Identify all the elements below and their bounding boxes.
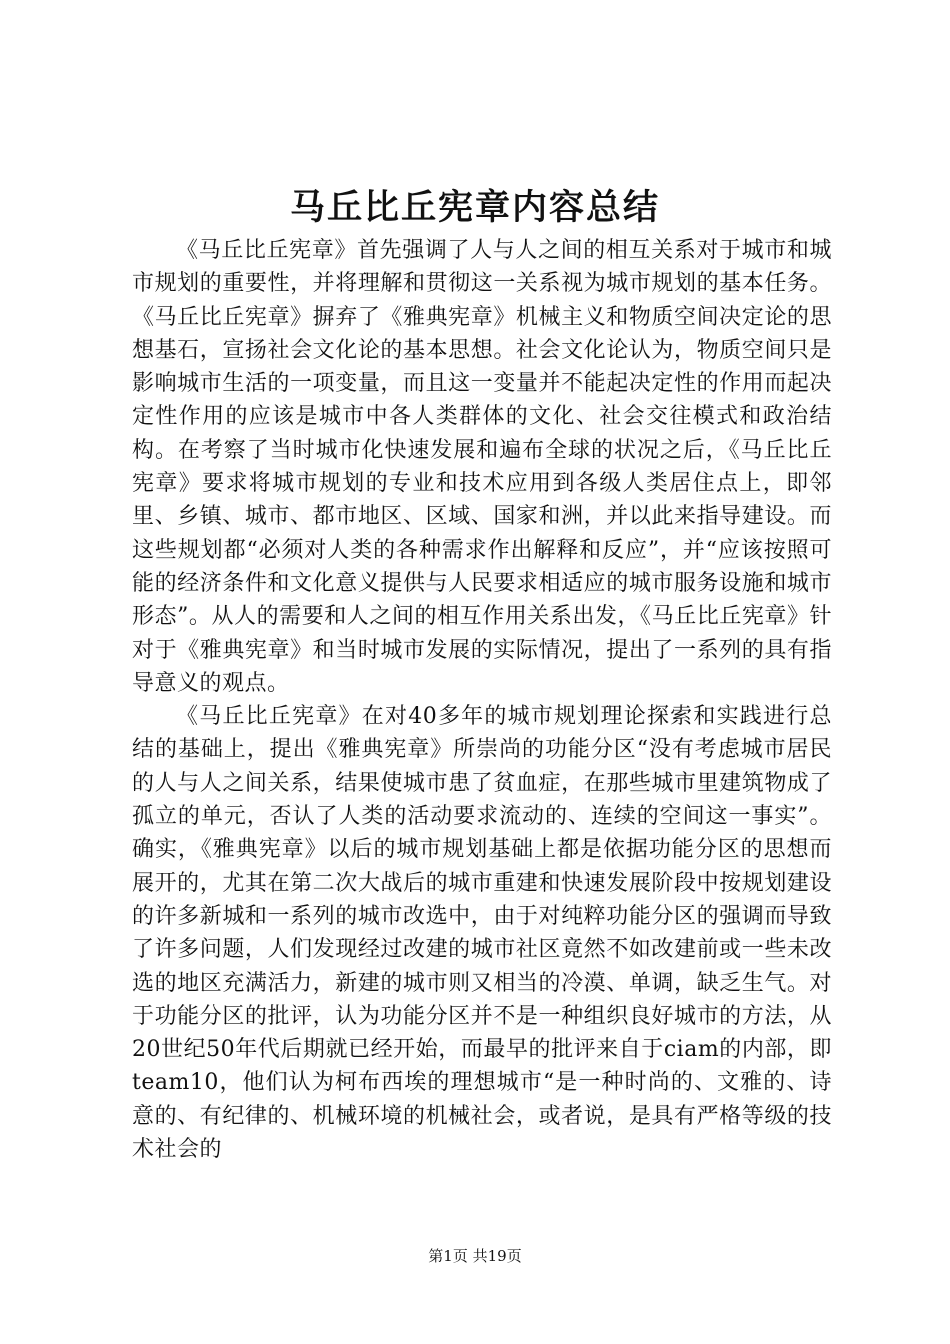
page-number-footer: 第1页 共19页 [428,1247,522,1265]
paragraph-2: 《马丘比丘宪章》在对40多年的城市规划理论探索和实践进行总结的基础上，提出《雅典宪章》所崇尚的功能分区“没有考虑城市居民的人与人之间关系，结果使城市患了贫血症，在那些城市里建筑物成了孤立的单元，否认了人类的活动要求流动的、连续的空间这一事实”。确实，《雅典宪章》以后的城市规划基础上都是依据功能分区的思想而展开的，尤其在第二次大战后的城市重建和快速发展阶段中按规划建设的许多新城和一系列的城市改选中，由于对纯粹功能分区的强调而导致了许多问题，人们发现经过改建的城市社区竟然不如改建前或一些未改选的地区充满活力，新建的城市则又相当的冷漠、单调，缺乏生气。对于功能分区的批评，认为功能分区并不是一种组织良好城市的方法，从20世纪50年代后期就已经开始，而最早的批评来自于ciam的内部，即team10，他们认为柯布西埃的理想城市“是一种时尚的、文雅的、诗意的、有纪律的、机械环境的机械社会，或者说，是具有严格等级的技术社会的 [132,704,832,1163]
paragraph-1: 《马丘比丘宪章》首先强调了人与人之间的相互关系对于城市和城市规划的重要性，并将理解和贯彻这一关系视为城市规划的基本任务。《马丘比丘宪章》摒弃了《雅典宪章》机械主义和物质空间决定论的思想基石，宣扬社会文化论的基本思想。社会文化论认为，物质空间只是影响城市生活的一项变量，而且这一变量并不能起决定性的作用而起决定性作用的应该是城市中各人类群体的文化、社会交往模式和政治结构。在考察了当时城市化快速发展和遍布全球的状况之后，《马丘比丘宪章》要求将城市规划的专业和技术应用到各级人类居住点上，即邻里、乡镇、城市、都市地区、区域、国家和洲，并以此来指导建设。而这些规划都“必须对人类的各种需求作出解释和反应”，并“应该按照可能的经济条件和文化意义提供与人民要求相适应的城市服务设施和城市形态”。从人的需要和人之间的相互作用关系出发，《马丘比丘宪章》针对于《雅典宪章》和当时城市发展的实际情况，提出了一系列的具有指导意义的观点。 [132,238,832,696]
document-body [132,234,832,1166]
document-title: 马丘比丘宪章内容总结 [289,187,660,228]
